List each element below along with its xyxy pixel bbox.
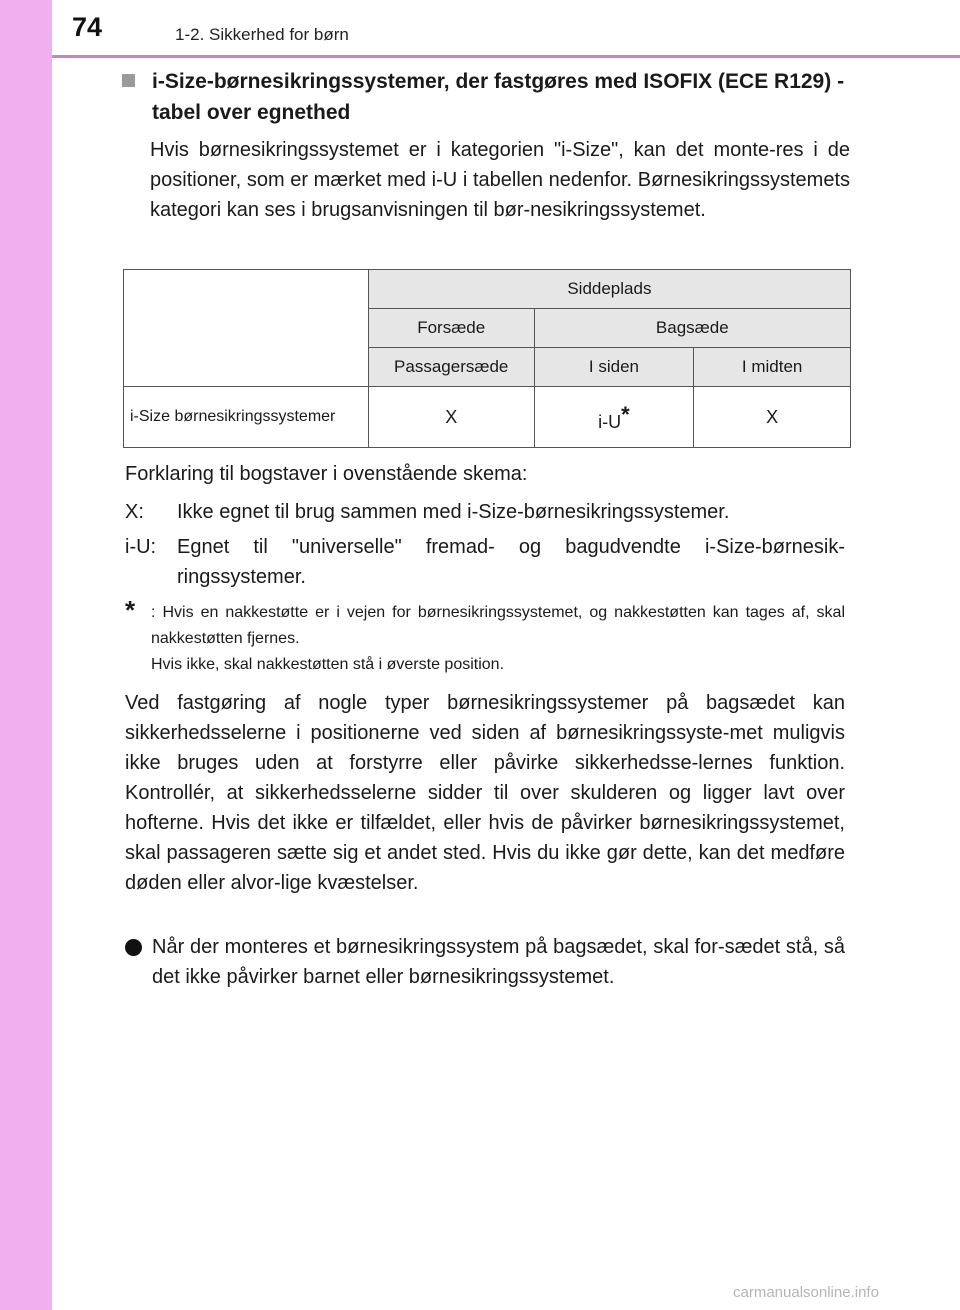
legend-description: Ikke egnet til brug sammen med i-Size-børnesikringssystemer. — [177, 501, 730, 523]
legend-item — [125, 497, 845, 527]
footnote-asterisk: * — [125, 595, 136, 625]
square-bullet-icon — [122, 74, 135, 87]
page-number: 74 — [72, 12, 103, 42]
bullet-text: Når der monteres et børnesikringssystem på bagsædet, skal for-sædet stå, så det ikke påvirker barnet eller børnesikringssystemet. — [152, 936, 845, 988]
header-front-seat: Forsæde — [368, 309, 534, 348]
intro-paragraph: Hvis børnesikringssystemet er i kategorien "i-Size", kan det monte-res i de positioner, som er mærket med i-U i tabellen nedenfor. Børnesikringssystemets kategori kan ses i brugsanvisningen til bør-nesikringssystemet. — [150, 139, 850, 221]
section-heading-text: i-Size-børnesikringssystemer, der fastgøres med ISOFIX (ECE R129) - tabel over egnethed — [152, 70, 845, 124]
header-rear-seat: Bagsæde — [534, 309, 850, 348]
header-rule — [52, 55, 960, 58]
footnote — [125, 595, 845, 678]
warning-paragraph: Ved fastgøring af nogle typer børnesikringssystemer på bagsædet kan sikkerhedsselerne i positionerne ved siden af børnesikringssyste-met muligvis ikke bruges uden at forstyrre eller påvirke sikkerhedsse-lernes funktion. Kontrollér, at sikkerhedsselerne sidder til over skulderen og ligger lavt over hofterne. Hvis det ikke er tilfældet, eller hvis de påvirker børnesikringssystemet, skal passageren sætte sig et andet sted. Hvis du ikke gør dette, kan det medføre døden eller alvor-lige kvæstelser. — [125, 692, 845, 894]
legend-item — [125, 532, 845, 592]
footnote-text-2: Hvis ikke, skal nakkestøtten stå i øverste position. — [151, 656, 505, 673]
legend-key: i-U: — [125, 536, 157, 558]
footnote-asterisk: * — [621, 401, 630, 427]
chapter-sidebar-tab — [0, 0, 52, 1310]
running-title: 1-2. Sikkerhed for børn — [175, 25, 349, 44]
cell-outboard-value: i-U — [598, 411, 622, 432]
table-corner-cell — [124, 270, 369, 387]
header-center: I midten — [694, 348, 851, 387]
header-seating-position: Siddeplads — [368, 270, 850, 309]
legend-key: X: — [125, 501, 144, 523]
bullet-icon — [125, 939, 142, 956]
legend-description: Egnet til "universelle" fremad- og bagudvendte i-Size-børnesik-ringssystemer. — [177, 536, 845, 588]
watermark: carmanualsonline.info — [733, 1284, 879, 1301]
table-row — [124, 387, 851, 448]
legend-title: Forklaring til bogstaver i ovenstående skema: — [125, 463, 528, 485]
header-passenger-seat: Passagersæde — [368, 348, 534, 387]
row-label: i-Size børnesikringssystemer — [124, 387, 369, 448]
cell-passenger: X — [368, 387, 534, 448]
suitability-table — [123, 269, 851, 448]
header-outboard: I siden — [534, 348, 694, 387]
cell-outboard — [534, 387, 694, 448]
cell-center: X — [694, 387, 851, 448]
list-item — [125, 932, 845, 992]
footnote-text: : Hvis en nakkestøtte er i vejen for børnesikringssystemet, og nakkestøtten kan tages af, skal nakkestøtten fjernes. — [151, 604, 845, 647]
section-heading — [125, 66, 845, 128]
